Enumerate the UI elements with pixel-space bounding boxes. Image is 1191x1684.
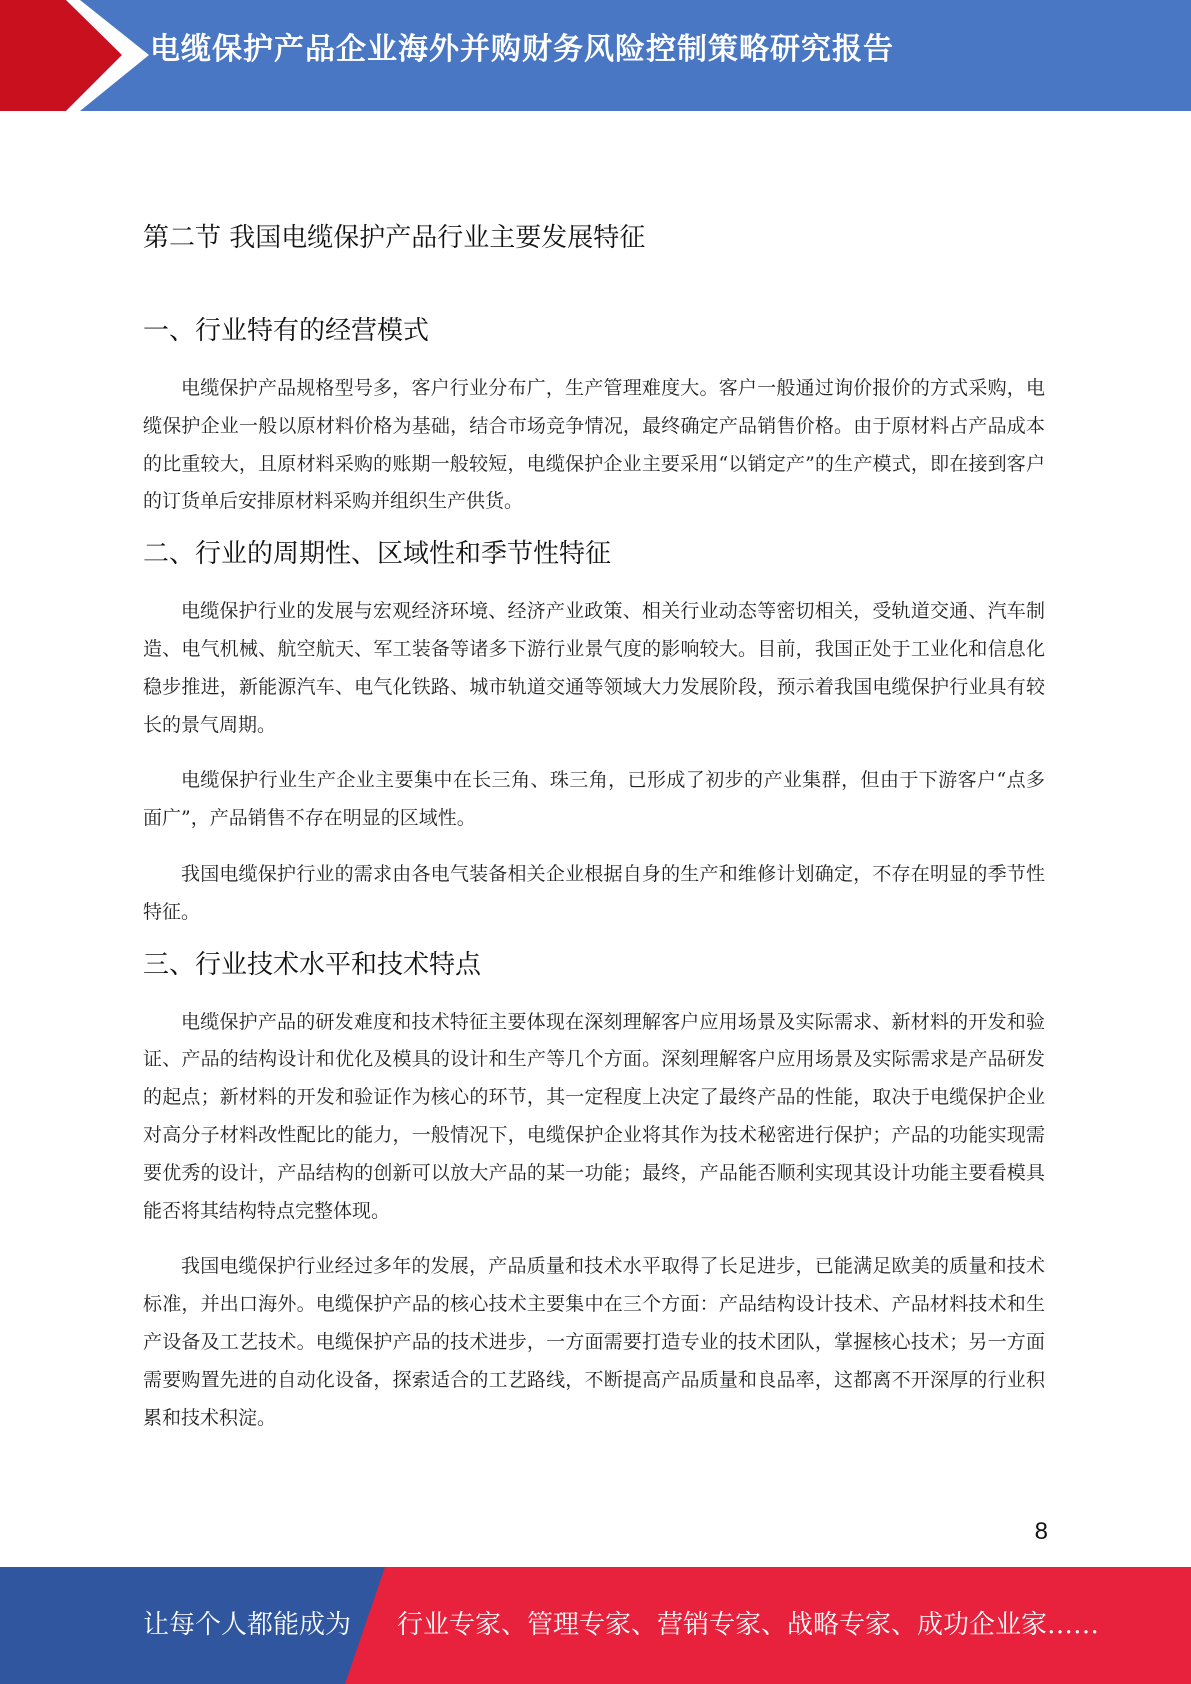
- section-title: 第二节 我国电缆保护产品行业主要发展特征: [143, 223, 646, 253]
- paragraph: 电缆保护产品的研发难度和技术特征主要体现在深刻理解客户应用场景及实际需求、新材料的开发和验证、产品的结构设计和优化及模具的设计和生产等几个方面。深刻理解客户应用场景及实际需求是产品研发的起点；新材料的开发和验证作为核心的环节，其一定程度上决定了最终产品的性能，取决于电缆保护企业对高分子材料改性配比的能力，一般情况下，电缆保护企业将其作为技术秘密进行保护；产品的功能实现需要优秀的设计，产品结构的创新可以放大产品的某一功能；最终，产品能否顺利实现其设计功能主要看模具能否将其结构特点完整体现。: [143, 1010, 1045, 1222]
- subsection-heading-2: 二、行业的周期性、区域性和季节性特征: [143, 539, 612, 570]
- header-arrow-decoration: [0, 0, 160, 111]
- page-number: 8: [1034, 1518, 1048, 1545]
- paragraph: 电缆保护行业的发展与宏观经济环境、经济产业政策、相关行业动态等密切相关，受轨道交通、汽车制造、电气机械、航空航天、军工装备等诸多下游行业景气度的影响较大。目前，我国正处于工业化和信息化稳步推进，新能源汽车、电气化铁路、城市轨道交通等领域大力发展阶段，预示着我国电缆保护行业具有较长的景气周期。: [143, 600, 1045, 736]
- paragraph: 我国电缆保护行业的需求由各电气装备相关企业根据自身的生产和维修计划确定，不存在明显的季节性特征。: [143, 862, 1045, 923]
- page-header: [0, 0, 1191, 111]
- paragraph: 电缆保护行业生产企业主要集中在长三角、珠三角，已形成了初步的产业集群，但由于下游客户“点多面广”，产品销售不存在明显的区域性。: [143, 769, 1045, 830]
- subsection-heading-3: 三、行业技术水平和技术特点: [143, 949, 482, 980]
- document-body: [143, 200, 1045, 1437]
- footer-slogan-right: 行业专家、管理专家、营销专家、战略专家、成功企业家……: [397, 1610, 1100, 1640]
- paragraph: 我国电缆保护行业经过多年的发展，产品质量和技术水平取得了长足进步，已能满足欧美的质量和技术标准，并出口海外。电缆保护产品的核心技术主要集中在三个方面：产品结构设计技术、产品材料技术和生产设备及工艺技术。电缆保护产品的技术进步，一方面需要打造专业的技术团队，掌握核心技术；另一方面需要购置先进的自动化设备，探索适合的工艺路线，不断提高产品质量和良品率，这都离不开深厚的行业积累和技术积淀。: [143, 1255, 1045, 1429]
- page-footer: [0, 1567, 1191, 1684]
- report-title: 电缆保护产品企业海外并购财务风险控制策略研究报告: [150, 32, 894, 67]
- footer-slogan-left: 让每个人都能成为: [143, 1610, 352, 1640]
- paragraph: 电缆保护产品规格型号多，客户行业分布广，生产管理难度大。客户一般通过询价报价的方式采购，电缆保护企业一般以原材料价格为基础，结合市场竞争情况，最终确定产品销售价格。由于原材料占产品成本的比重较大，且原材料采购的账期一般较短，电缆保护企业主要采用“以销定产”的生产模式，即在接到客户的订货单后安排原材料采购并组织生产供货。: [143, 377, 1045, 513]
- subsection-heading-1: 一、行业特有的经营模式: [143, 316, 430, 346]
